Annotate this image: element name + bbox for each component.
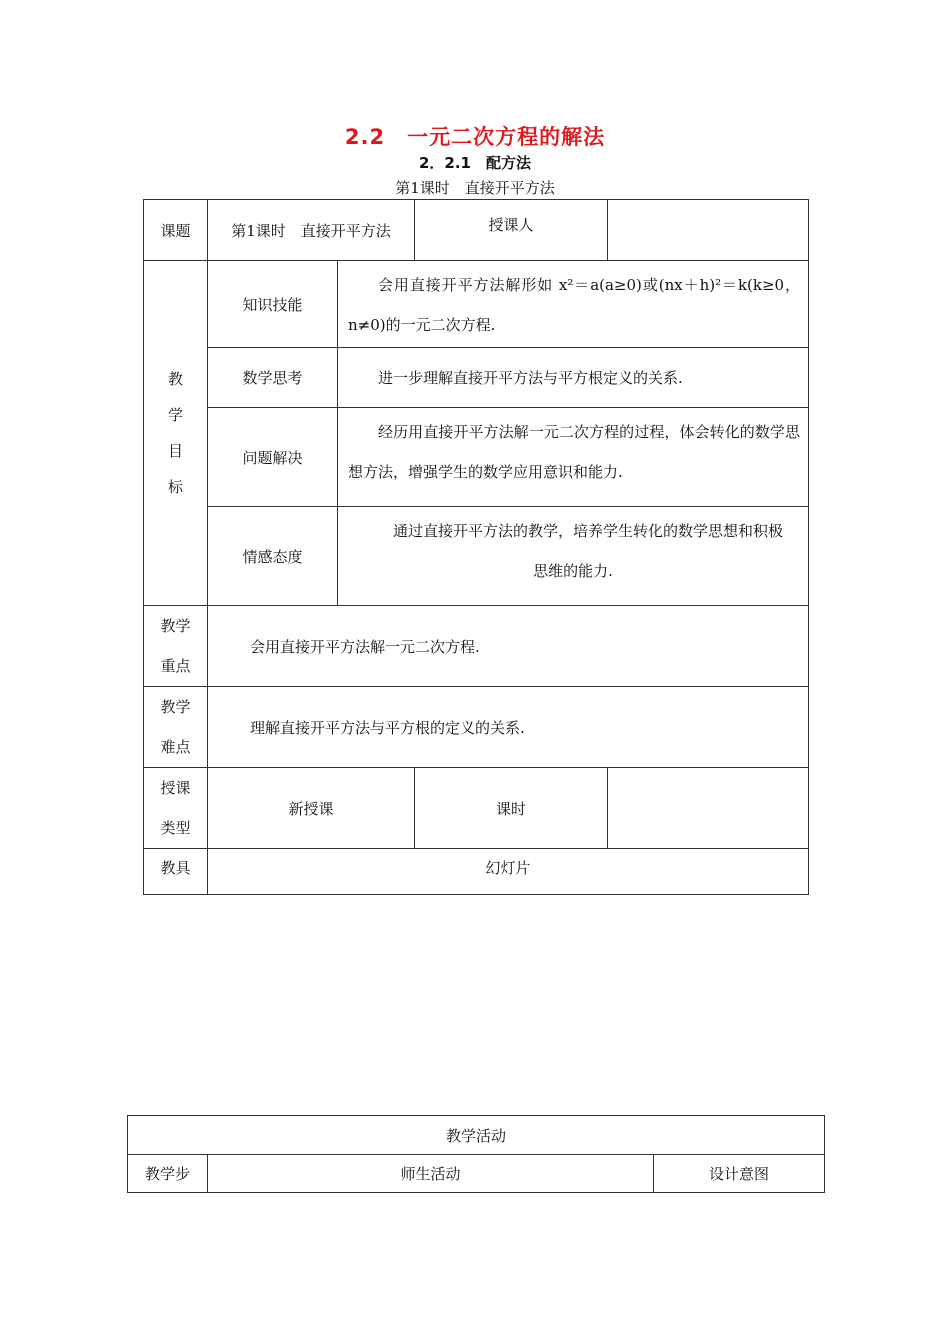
goals-label: [144, 261, 208, 606]
difficulty-label: [144, 687, 208, 768]
goal-label-attitude: 情感态度: [208, 507, 338, 606]
column-intent: 设计意图: [654, 1155, 825, 1193]
hours-label: 课时: [415, 768, 608, 849]
topic-value: 第1课时 直接开平方法: [208, 200, 415, 261]
topic-label: 课题: [144, 200, 208, 261]
focus-text: 会用直接开平方法解一元二次方程.: [208, 606, 809, 687]
teacher-value: [608, 200, 809, 261]
goal-text: 会用直接开平方法解形如 x²＝a(a≥0)或(nx＋h)²＝k(k≥0，n≠0)的一元二次方程.: [348, 276, 801, 334]
goal-label-knowledge: 知识技能: [208, 261, 338, 348]
teacher-label: 授课人: [415, 200, 608, 261]
tools-value: 幻灯片: [208, 849, 809, 895]
column-step: 教学步: [128, 1155, 208, 1193]
section-title: 2．2.1 配方法: [418, 154, 531, 172]
goal-label-problem: 问题解决: [208, 408, 338, 507]
lesson-title: 第1课时 直接开平方法: [395, 179, 555, 197]
column-activity: 师生活动: [208, 1155, 654, 1193]
activity-header: 教学活动: [128, 1116, 825, 1155]
focus-label-line: 重点: [160, 657, 191, 675]
focus-label: [144, 606, 208, 687]
goals-label-char: 教: [167, 370, 183, 388]
type-value: 新授课: [208, 768, 415, 849]
difficulty-label-line: 教学: [160, 698, 191, 716]
goal-text: 进一步理解直接开平方法与平方根定义的关系.: [378, 368, 683, 387]
goals-label-char: 标: [167, 478, 183, 496]
type-label-line: 类型: [160, 819, 191, 837]
goals-label-char: 学: [167, 406, 183, 424]
goal-text-thinking: [338, 348, 809, 408]
type-label-line: 授课: [160, 779, 191, 797]
tools-label: 教具: [144, 849, 208, 895]
goal-text: 经历用直接开平方法解一元二次方程的过程，体会转化的数学思想方法，增强学生的数学应用意识和能力.: [348, 423, 801, 481]
lesson-info-table: [143, 199, 809, 895]
type-label: [144, 768, 208, 849]
goals-label-char: 目: [167, 442, 183, 460]
goal-text-attitude: [338, 507, 809, 606]
teaching-activity-table: [127, 1115, 825, 1193]
document-title: 2.2 一元二次方程的解法: [344, 125, 606, 149]
goal-text-problem: [338, 408, 809, 507]
goal-label-thinking: 数学思考: [208, 348, 338, 408]
goal-text: 通过直接开平方法的教学，培养学生转化的数学思想和积极思维的能力.: [393, 522, 784, 580]
goal-text-knowledge: [338, 261, 809, 348]
difficulty-label-line: 难点: [160, 738, 191, 756]
focus-label-line: 教学: [160, 617, 191, 635]
difficulty-text: 理解直接开平方法与平方根的定义的关系.: [208, 687, 809, 768]
hours-value: [608, 768, 809, 849]
